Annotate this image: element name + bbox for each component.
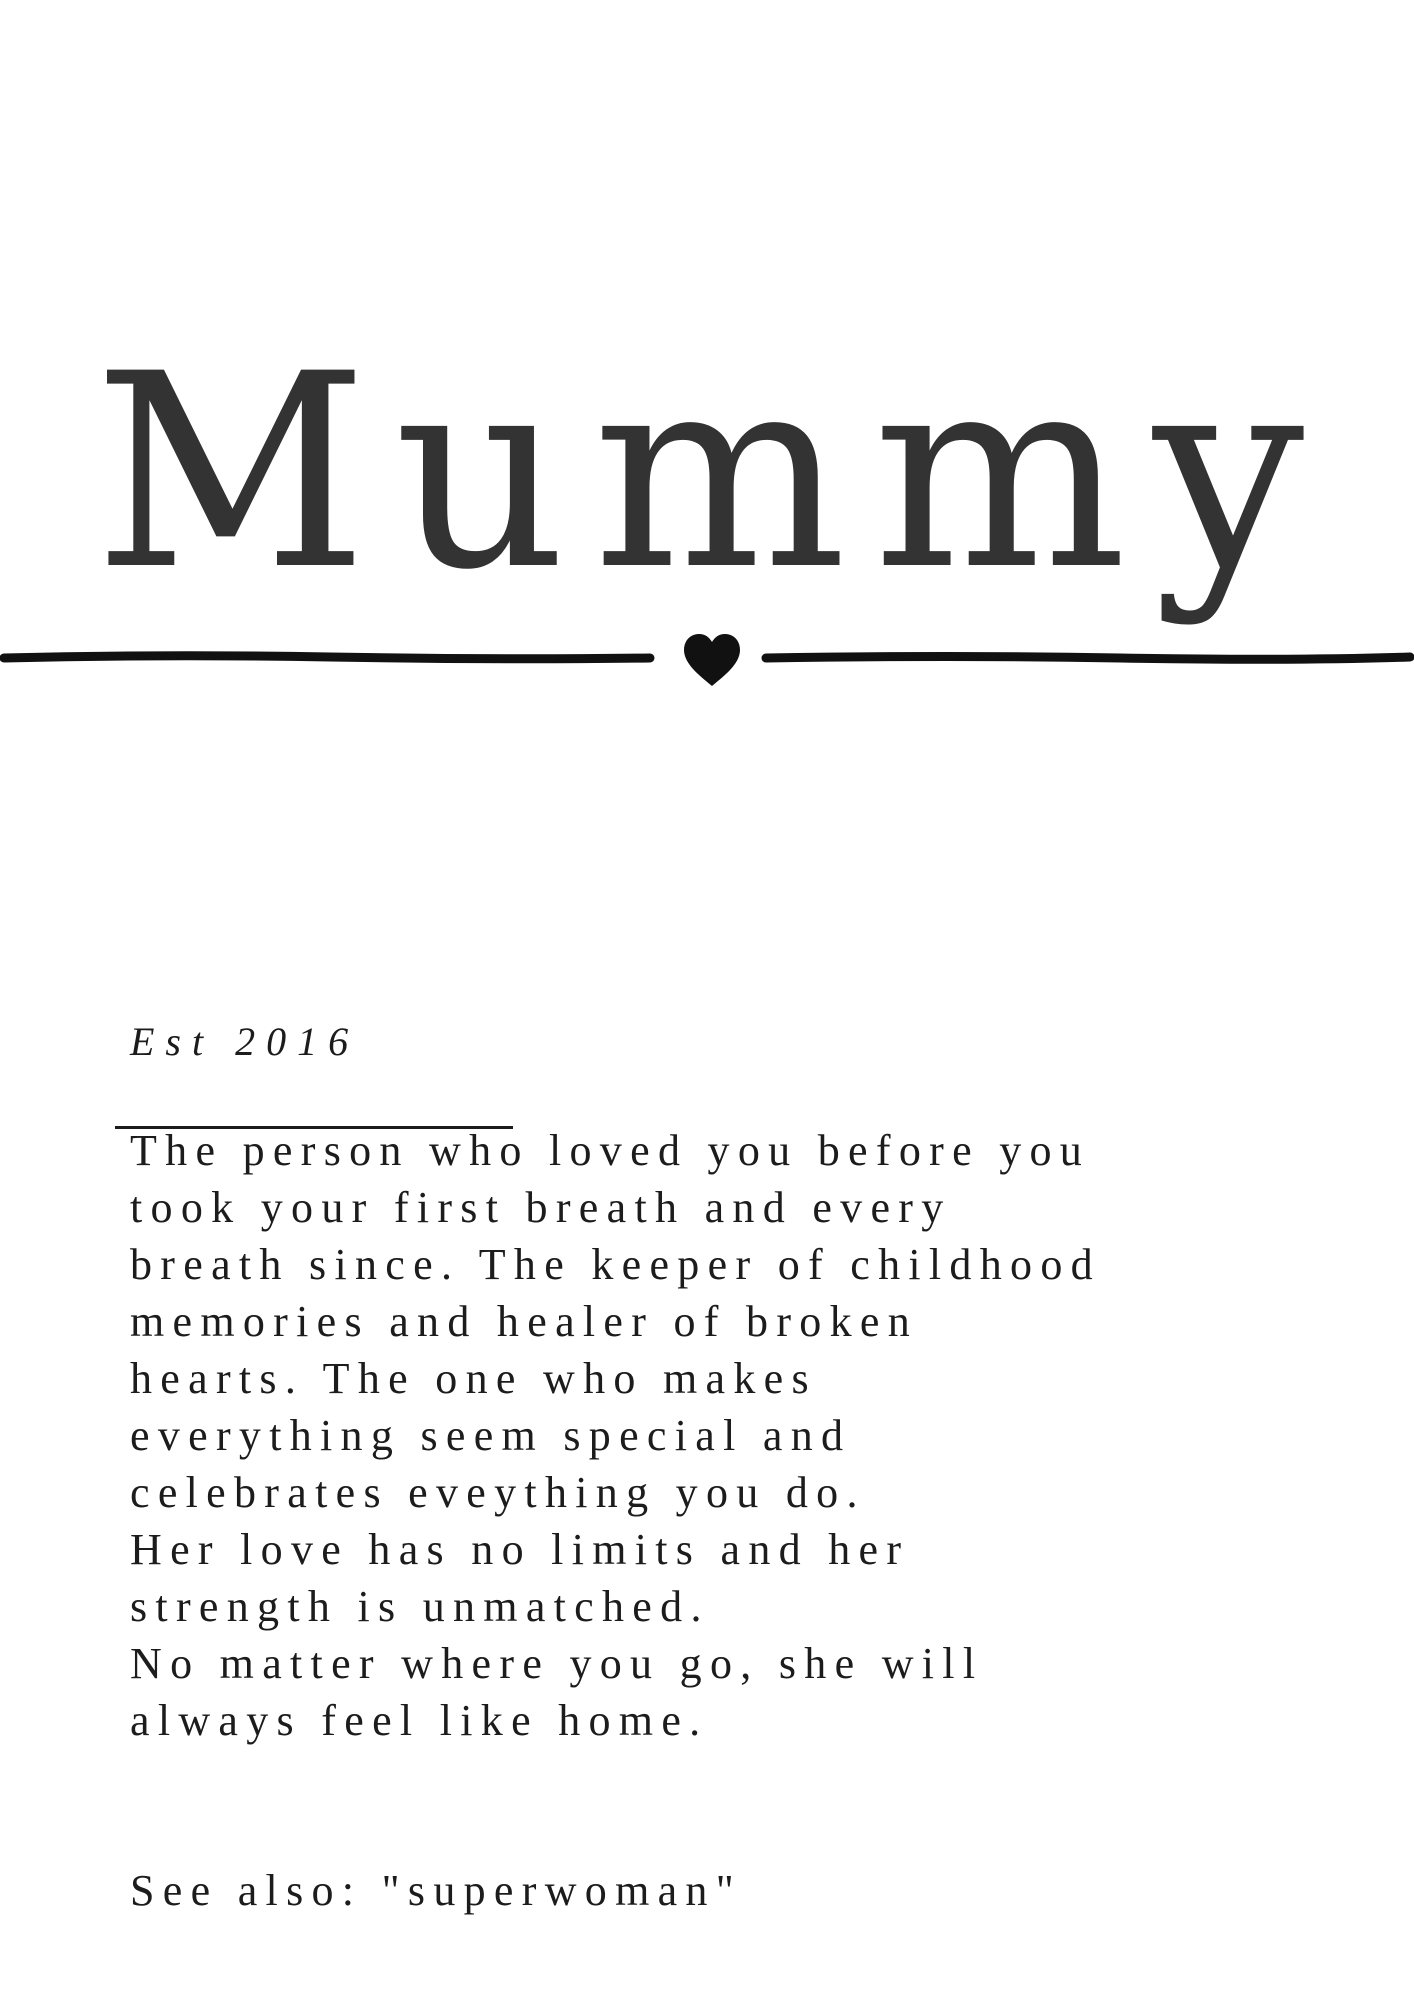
see-also-text: See also: "superwoman" [130, 1866, 742, 1915]
definition-line: strength is unmatched. [130, 1582, 710, 1631]
definition-line: always feel like home. [130, 1696, 709, 1745]
heart-icon [684, 634, 740, 686]
definition-line: took your first breath and every [130, 1183, 952, 1232]
divider-line-left [4, 656, 650, 659]
page-title: Mummy [93, 317, 1331, 629]
divider-line-right [766, 657, 1410, 660]
definition-line: celebrates eveything you do. [130, 1468, 866, 1517]
definition-line: hearts. The one who makes [130, 1354, 817, 1403]
definition-line: No matter where you go, she will [130, 1639, 984, 1688]
heart-divider [0, 628, 1414, 692]
definition-line: memories and healer of broken [130, 1297, 919, 1346]
definition-line: The person who loved you before you [130, 1126, 1091, 1175]
established-date: Est 2016 [130, 1019, 360, 1064]
definition-line: breath since. The keeper of childhood [130, 1240, 1101, 1289]
definition-line: everything seem special and [130, 1411, 852, 1460]
definition-text [130, 1122, 1390, 1749]
definition-line: Her love has no limits and her [130, 1525, 910, 1574]
